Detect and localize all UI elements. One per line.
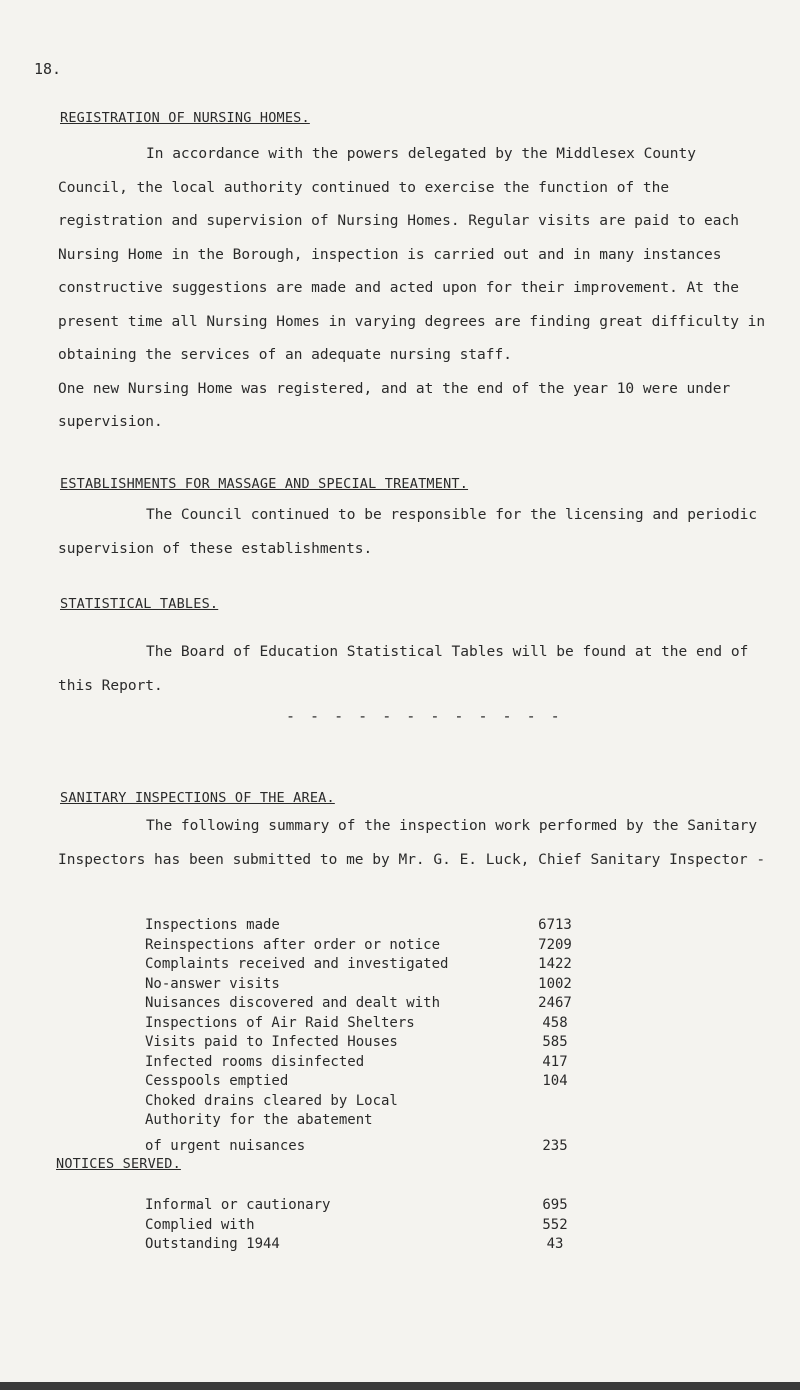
notice-label: Outstanding 1944: [145, 1236, 280, 1252]
heading-statistical: STATISTICAL TABLES.: [60, 596, 219, 612]
table-row: [145, 1092, 585, 1112]
scan-edge-bar: [0, 1382, 800, 1390]
paragraph-massage-text: The Council continued to be responsible for the licensing and periodic supervision of these establishments.: [58, 507, 758, 557]
inspection-value: 1422: [538, 956, 572, 972]
inspection-label: Inspections of Air Raid Shelters: [145, 1014, 415, 1031]
inspection-value: 585: [542, 1034, 568, 1050]
table-row: [145, 1131, 585, 1157]
inspection-label: Visits paid to Infected Houses: [145, 1034, 398, 1050]
notice-label: Complied with: [145, 1216, 255, 1233]
inspections-table: [145, 916, 585, 1157]
heading-massage: ESTABLISHMENTS FOR MASSAGE AND SPECIAL TREATMENT.: [60, 476, 469, 492]
inspection-value: 417: [542, 1053, 568, 1070]
inspection-value: 1002: [538, 975, 572, 992]
table-row: [145, 994, 585, 1014]
paragraph-statistical: [58, 636, 770, 703]
inspection-label: Cesspools emptied: [145, 1073, 289, 1089]
table-row: [145, 1072, 585, 1092]
inspection-label: Authority for the abatement: [145, 1112, 373, 1128]
inspection-value: 104: [542, 1073, 568, 1089]
heading-notices: NOTICES SERVED.: [56, 1156, 181, 1172]
table-row: [145, 1235, 585, 1255]
paragraph-sanitary-text: The following summary of the inspection work performed by the Sanitary Inspectors has been submitted to me by Mr. G. E. Luck, Chief Sanitary Inspector -: [58, 818, 766, 868]
table-row: [145, 1196, 585, 1216]
notice-value: 695: [542, 1197, 568, 1213]
table-row: [145, 1216, 585, 1236]
page-number: 18.: [34, 60, 62, 78]
inspection-label: of urgent nuisances: [145, 1138, 306, 1154]
inspection-label: Infected rooms disinfected: [145, 1053, 365, 1070]
table-row: [145, 1014, 585, 1034]
inspection-value: 6713: [538, 917, 572, 933]
paragraph-statistical-text: The Board of Education Statistical Tables will be found at the end of this Report.: [58, 644, 749, 694]
inspection-label: Complaints received and investigated: [145, 956, 449, 972]
heading-nursing-homes: REGISTRATION OF NURSING HOMES.: [60, 110, 310, 126]
table-row: [145, 1053, 585, 1073]
notice-label: Informal or cautionary: [145, 1197, 331, 1213]
inspection-label: Inspections made: [145, 917, 280, 933]
table-row: [145, 955, 585, 975]
inspection-label: Nuisances discovered and dealt with: [145, 995, 441, 1011]
section-separator: - - - - - - - - - - - -: [286, 707, 563, 725]
inspection-value: 2467: [538, 995, 572, 1011]
inspection-label: Choked drains cleared by Local: [145, 1092, 398, 1109]
inspection-value: [525, 1111, 585, 1131]
inspection-label: No-answer visits: [145, 975, 280, 992]
inspection-value: 458: [542, 1014, 568, 1031]
table-row: [145, 975, 585, 995]
table-row: [145, 916, 585, 936]
heading-sanitary: SANITARY INSPECTIONS OF THE AREA.: [60, 790, 335, 806]
table-row: [145, 1111, 585, 1131]
inspection-value: [525, 1092, 585, 1112]
paragraph-massage: [58, 499, 770, 566]
paragraph-nursing-homes-text: In accordance with the powers delegated by the Middlesex County Council, the local authority continued to exercise the function of the registration and supervision of Nursing Homes. Regular visits are paid to each Nursing Home in the Borough, inspection is carried out and in many instances constructive suggestions are made and acted upon for their improvement. At the present time all Nursing Homes in varying degrees are finding great difficulty in obtaining the services of an adequate nursing staff.: [58, 146, 766, 363]
notice-value: 43: [546, 1236, 564, 1252]
paragraph-nursing-homes: [58, 138, 770, 440]
paragraph-sanitary: [58, 810, 770, 877]
notice-value: 552: [542, 1216, 568, 1233]
inspection-value: 235: [542, 1138, 568, 1154]
table-row: [145, 1033, 585, 1053]
notices-table: [145, 1196, 585, 1255]
table-row: [145, 936, 585, 956]
inspection-value: 7209: [538, 936, 572, 953]
inspection-label: Reinspections after order or notice: [145, 936, 441, 953]
paragraph-nursing-homes-registered: One new Nursing Home was registered, and at the end of the year 10 were under supervision.: [58, 380, 731, 430]
